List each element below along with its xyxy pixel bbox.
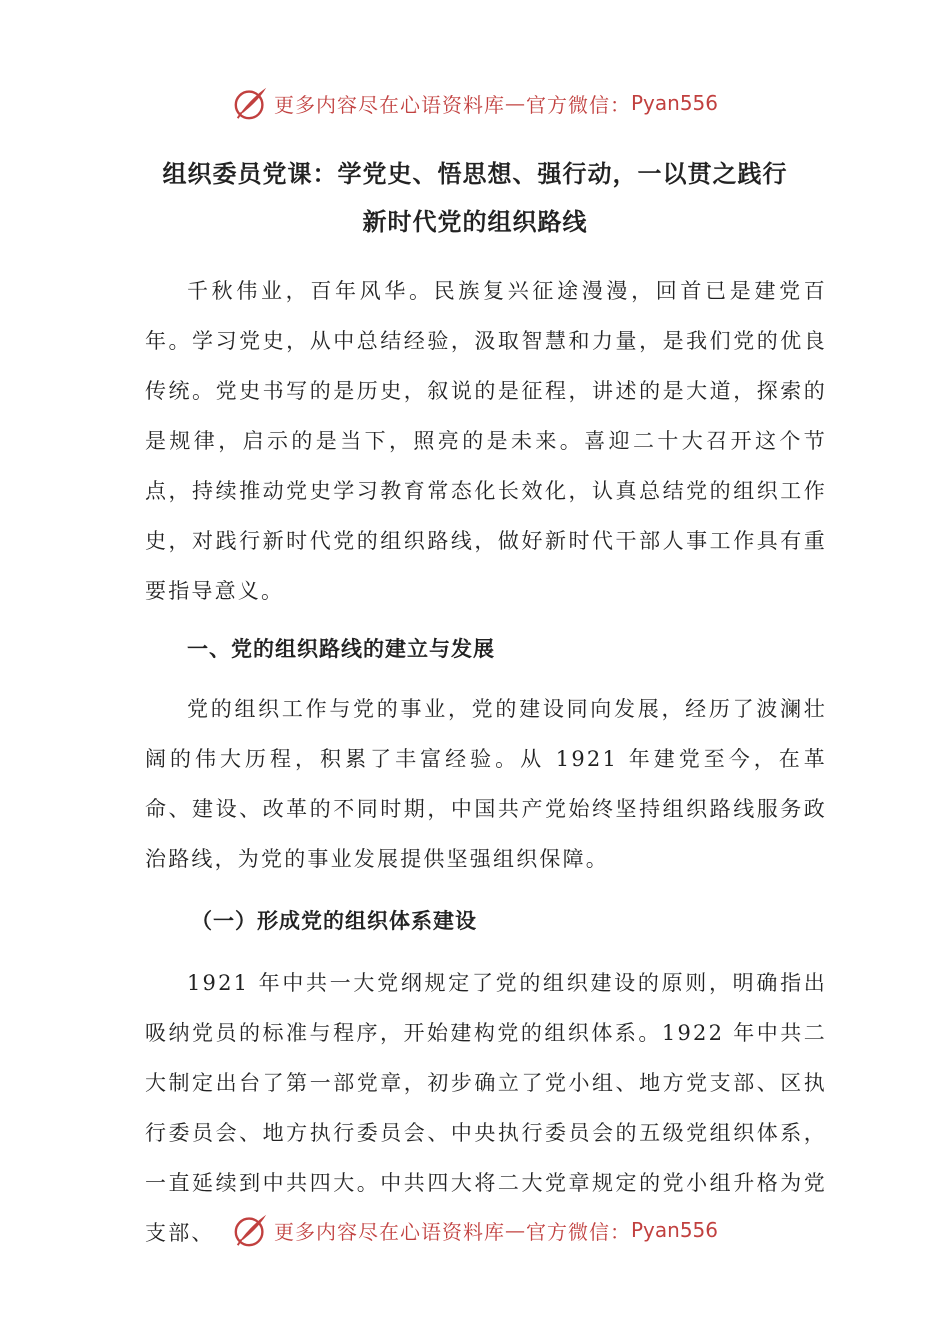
banner-text: 更多内容尽在心语资料库 bbox=[273, 1219, 505, 1244]
footer-banner bbox=[0, 1208, 950, 1252]
banner-separator: — bbox=[504, 91, 526, 115]
paragraph-section1: 党的组织工作与党的事业，党的建设同向发展，经历了波澜壮阔的伟大历程，积累了丰富经验。从 1921 年建党至今，在革命、建设、改革的不同时期，中国共产党始终坚持组织路线服务政治路线，为党的事业发展提供坚强组织保障。 bbox=[145, 697, 827, 871]
document-title-line2: 新时代党的组织路线 bbox=[362, 207, 588, 236]
header-banner bbox=[0, 81, 950, 125]
paragraph-subsection1: 1921 年中共一大党纲规定了党的组织建设的原则，明确指出吸纳党员的标准与程序，开始建构党的组织体系。1922 年中共二大制定出台了第一部党章，初步确立了党小组、地方党支部、区执行委员会、地方执行委员会、中央执行委员会的五级党组织体系，一直延续到中共四大。中共四大将二大党章规定的党小组升格为党支部、 bbox=[145, 971, 827, 1245]
quill-logo-icon bbox=[232, 1211, 270, 1249]
banner-account-label: 官方微信： bbox=[525, 1219, 631, 1244]
quill-logo-icon bbox=[232, 84, 270, 122]
subsection-heading-1: （一）形成党的组织体系建设 bbox=[191, 908, 477, 933]
banner-separator: — bbox=[504, 1218, 526, 1242]
banner-text: 更多内容尽在心语资料库 bbox=[273, 92, 505, 117]
banner-account-label: 官方微信： bbox=[525, 92, 631, 117]
document-title-line1: 组织委员党课：学党史、悟思想、强行动，一以贯之践行 bbox=[162, 159, 788, 188]
banner-account-id: Pyan556 bbox=[630, 1218, 718, 1242]
document-body bbox=[145, 266, 827, 1258]
banner-account-id: Pyan556 bbox=[630, 91, 718, 115]
section-heading-1: 一、党的组织路线的建立与发展 bbox=[187, 636, 495, 661]
paragraph-intro: 千秋伟业，百年风华。民族复兴征途漫漫，回首已是建党百年。学习党史，从中总结经验，汲取智慧和力量，是我们党的优良传统。党史书写的是历史，叙说的是征程，讲述的是大道，探索的是规律，启示的是当下，照亮的是未来。喜迎二十大召开这个节点，持续推动党史学习教育常态化长效化，认真总结党的组织工作史，对践行新时代党的组织路线，做好新时代干部人事工作具有重要指导意义。 bbox=[145, 279, 827, 603]
